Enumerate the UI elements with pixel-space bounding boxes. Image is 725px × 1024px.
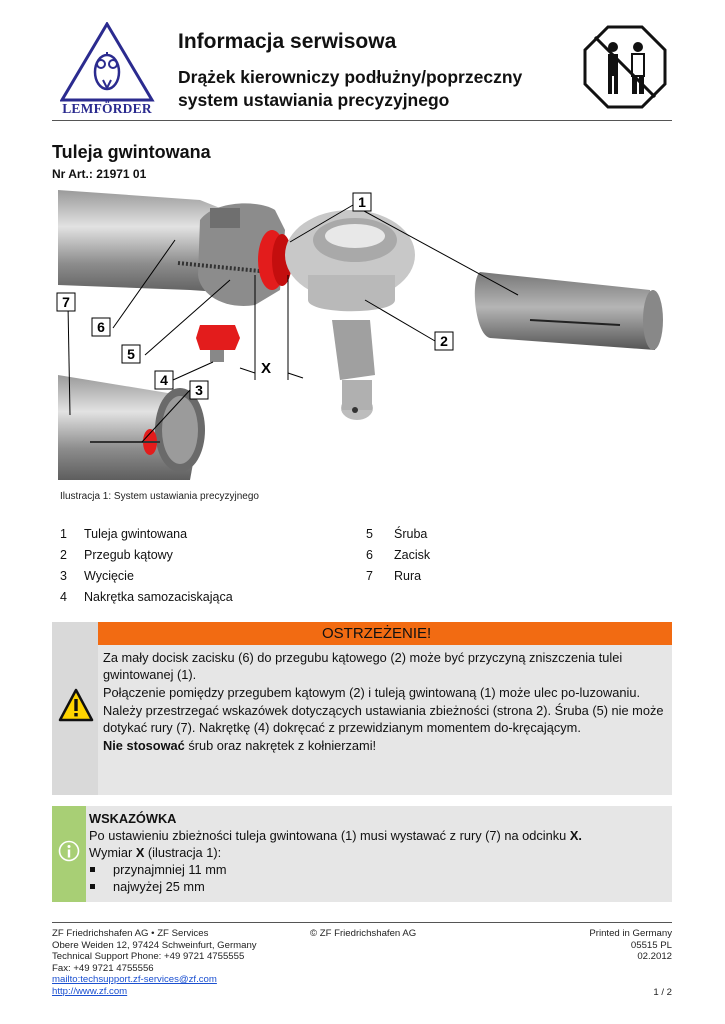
footer-date: 02.2012 xyxy=(637,951,672,962)
list-item: przynajmniej 11 mm xyxy=(89,861,667,878)
callout-7: 7 xyxy=(62,294,70,310)
callout-5: 5 xyxy=(127,346,135,362)
callout-3: 3 xyxy=(195,382,203,398)
footer-copyright: © ZF Friedrichshafen AG xyxy=(310,928,417,939)
subtitle-line-1: Drążek kierowniczy podłużny/poprzeczny xyxy=(178,67,523,87)
list-item: 1 Tuleja gwintowana xyxy=(60,527,188,541)
article-number: Nr Art.: 21971 01 xyxy=(52,167,147,181)
warning-header xyxy=(98,622,672,645)
footer-fax: Fax: +49 9721 4755556 xyxy=(52,962,154,974)
list-item: 7 Rura xyxy=(366,569,422,583)
footer-divider xyxy=(52,922,672,923)
list-item: 6 Zacisk xyxy=(366,548,431,562)
warning-text xyxy=(103,649,665,755)
warning-paragraph-2: Połączenie pomiędzy przegubem kątowym (2) i tuleją gwintowaną (1) może ulec po-luzowaniu. xyxy=(103,685,641,700)
list-item: 2 Przegub kątowy xyxy=(60,548,173,562)
list-item: 3 Wycięcie xyxy=(60,569,134,583)
brand-name: LEMFÖRDER xyxy=(62,101,152,116)
list-item: 4 Nakrętka samozaciskająca xyxy=(60,590,233,604)
callout-2: 2 xyxy=(440,333,448,349)
header-divider xyxy=(52,120,672,121)
figure-caption: Ilustracja 1: System ustawiania precyzyjnego xyxy=(60,491,259,502)
hint-line-1: Po ustawieniu zbieżności tuleja gwintowana (1) musi wystawać z rury (7) na odcinku X. xyxy=(89,828,582,843)
page-title: Informacja serwisowa xyxy=(178,30,397,53)
footer-phone: Technical Support Phone: +49 9721 4755555 xyxy=(52,951,245,962)
footer-printed: Printed in Germany xyxy=(589,928,672,939)
footer-company: ZF Friedrichshafen AG • ZF Services xyxy=(52,928,209,939)
subtitle-line-2: system ustawiania precyzyjnego xyxy=(178,90,450,110)
hint-line-2: Wymiar X (ilustracja 1): xyxy=(89,845,222,860)
footer-mail-link[interactable]: mailto:techsupport.zf-services@zf.com xyxy=(52,974,217,985)
dimension-x-label: X xyxy=(260,360,272,377)
hint-heading: WSKAZÓWKA xyxy=(89,811,177,826)
assembly-illustration xyxy=(50,180,675,485)
hint-text xyxy=(89,810,667,895)
list-item: najwyżej 25 mm xyxy=(89,878,667,895)
warning-paragraph-3: Należy przestrzegać wskazówek dotyczących ustawiania zbieżności (strona 2). Śruba (5) nie może dotykać rury (7). Nakrętkę (4) dokręcać z przewidzianym momentem do-kręcającym. xyxy=(103,703,664,735)
warning-paragraph-1: Za mały docisk zacisku (6) do przegubu kątowego (2) może być przyczyną zniszczenia tulei gwintowanej (1). xyxy=(103,650,623,682)
professional-only-icon xyxy=(583,25,667,109)
page-number: 1 / 2 xyxy=(653,987,672,998)
info-icon xyxy=(58,840,80,862)
footer-address: Obere Weiden 12, 97424 Schweinfurt, Germany xyxy=(52,939,257,951)
page-subtitle xyxy=(178,66,522,112)
footer-web-link[interactable]: http://www.zf.com xyxy=(52,985,128,997)
parts-list-right xyxy=(366,527,430,590)
callout-1: 1 xyxy=(358,194,366,210)
warning-heading: OSTRZEŻENIE! xyxy=(322,625,432,642)
footer-contact xyxy=(52,928,257,997)
callout-4: 4 xyxy=(160,372,168,388)
hint-list xyxy=(89,861,667,895)
warning-paragraph-4: Nie stosować śrub oraz nakrętek z kołnierzami! xyxy=(103,738,377,753)
list-item: 5 Śruba xyxy=(366,527,428,541)
section-title: Tuleja gwintowana xyxy=(52,142,211,162)
parts-list-left xyxy=(60,527,233,611)
footer-print-info xyxy=(520,928,672,963)
footer-doc-code: 05515 PL xyxy=(630,939,672,951)
warning-triangle-icon xyxy=(58,688,94,722)
callout-6: 6 xyxy=(97,319,105,335)
